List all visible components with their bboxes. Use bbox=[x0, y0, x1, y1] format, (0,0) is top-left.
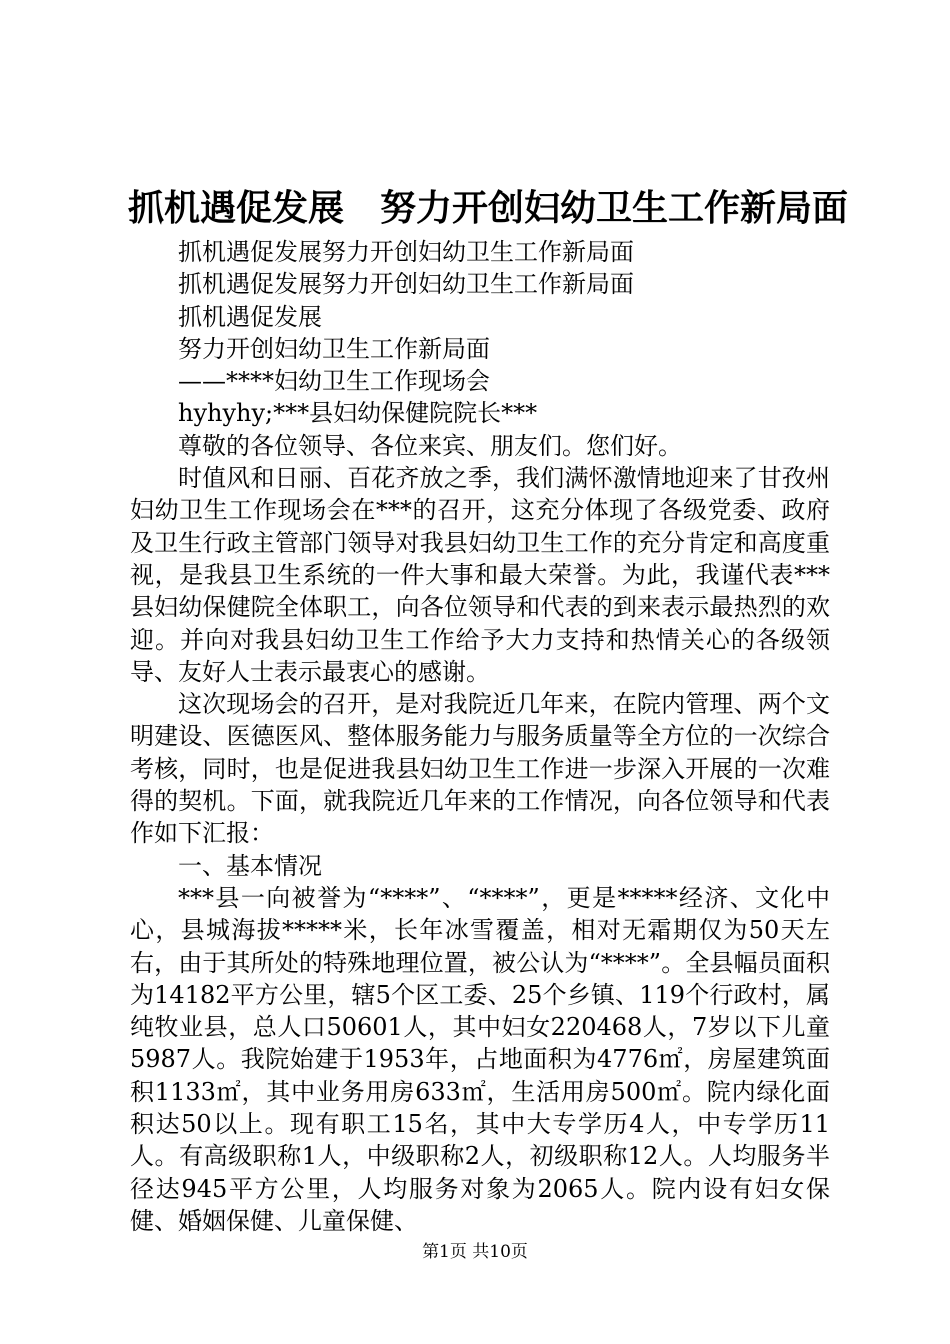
document-title: 抓机遇促发展 努力开创妇幼卫生工作新局面 bbox=[128, 187, 849, 229]
header-line: 抓机遇促发展努力开创妇幼卫生工作新局面 bbox=[178, 270, 634, 299]
document-body bbox=[130, 236, 830, 1237]
page-footer: 第1页 共10页 bbox=[422, 1242, 528, 1262]
header-line: 努力开创妇幼卫生工作新局面 bbox=[178, 334, 490, 363]
greeting-line: 尊敬的各位领导、各位来宾、朋友们。您们好。 bbox=[178, 431, 682, 460]
section-heading: 一、基本情况 bbox=[178, 851, 322, 880]
body-paragraph: 这次现场会的召开，是对我院近几年来，在院内管理、两个文明建设、医德医风、整体服务能力与服务质量等全方位的一次综合考核，同时，也是促进我县妇幼卫生工作进一步深入开展的一次难得的契机。下面，就我院近几年来的工作情况，向各位领导和代表作如下汇报： bbox=[130, 690, 830, 848]
section-paragraph: ***县一向被誉为“****”、“****”，更是*****经济、文化中心，县城海拔*****米，长年冰雪覆盖，相对无霜期仅为50天左右，由于其所处的特殊地理位置，被公认为“****”。全县幅员面积为14182平方公里，辖5个区工委、25个乡镇、119个行政村，属纯牧业县，总人口50601人，其中妇女220468人，7岁以下儿童5987人。我院始建于1953年，占地面积为4776㎡，房屋建筑面积1133㎡，其中业务用房633㎡，生活用房500㎡。院内绿化面积达50以上。现有职工15名，其中大专学历4人，中专学历11人。有高级职称1人，中级职称2人，初级职称12人。人均服务半径达945平方公里，人均服务对象为2065人。院内设有妇女保健、婚姻保健、儿童保健、 bbox=[130, 883, 830, 1235]
body-paragraph: 时值风和日丽、百花齐放之季，我们满怀激情地迎来了甘孜州妇幼卫生工作现场会在***的召开，这充分体现了各级党委、政府及卫生行政主管部门领导对我县妇幼卫生工作的充分肯定和高度重视，是我县卫生系统的一件大事和最大荣誉。为此，我谨代表***县妇幼保健院全体职工，向各位领导和代表的到来表示最热烈的欢迎。并向对我县妇幼卫生工作给予大力支持和热情关心的各级领导、友好人士表示最衷心的感谢。 bbox=[130, 464, 830, 686]
header-line: 抓机遇促发展 bbox=[178, 302, 322, 331]
header-line: 抓机遇促发展努力开创妇幼卫生工作新局面 bbox=[178, 238, 634, 266]
subtitle-line: ——****妇幼卫生工作现场会 bbox=[178, 367, 490, 396]
author-line: hyhyhy;***县妇幼保健院院长*** bbox=[178, 399, 538, 428]
